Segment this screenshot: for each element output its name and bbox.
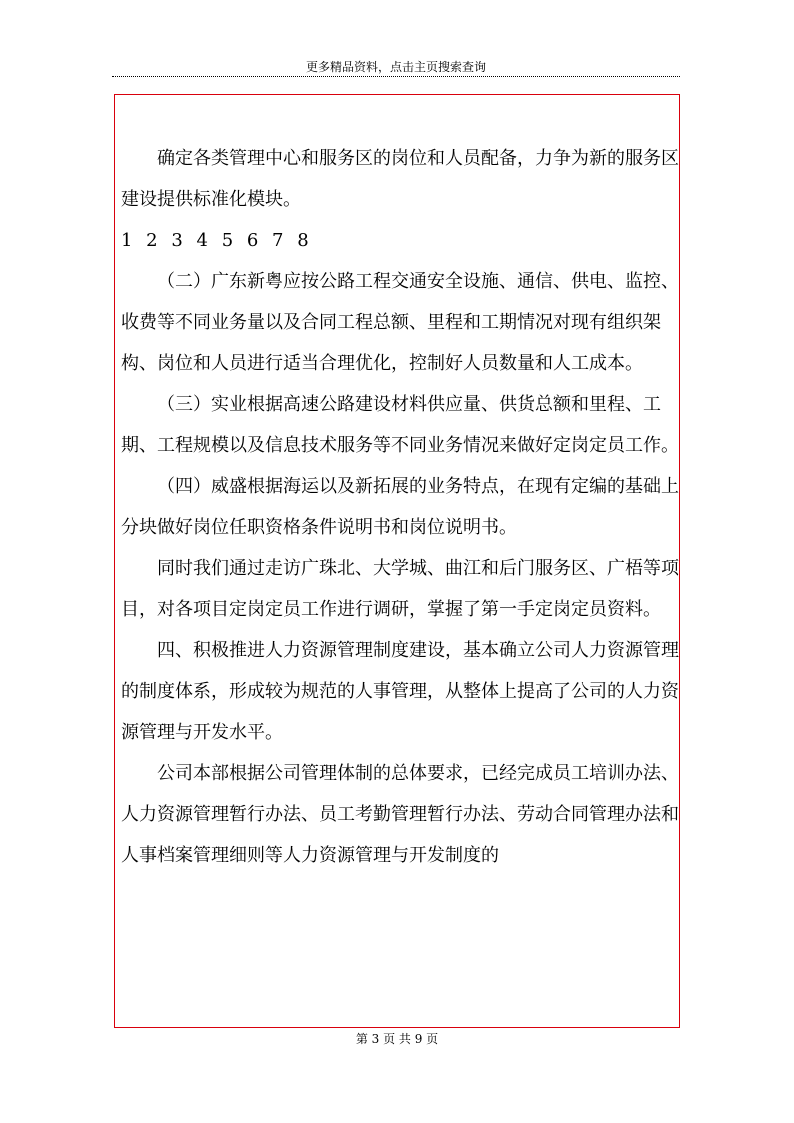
paragraph-8: 公司本部根据公司管理体制的总体要求，已经完成员工培训办法、人力资源管理暂行办法、员工考勤管理暂行办法、劳动合同管理办法和人事档案管理细则等人力资源管理与开发制度的 — [121, 763, 679, 866]
paragraph-4: （三）实业根据高速公路建设材料供应量、供货总额和里程、工期、工程规模以及信息技术服务等不同业务情况来做好定岗定员工作。 — [121, 394, 679, 456]
page-footer: 第 3 页 共 9 页 — [355, 1032, 439, 1046]
document-body — [121, 138, 681, 876]
paragraph-1: 确定各类管理中心和服务区的岗位和人员配备，力争为新的服务区建设提供标准化模块。 — [121, 148, 679, 210]
paragraph-6: 同时我们通过走访广珠北、大学城、曲江和后门服务区、广梧等项目，对各项目定岗定员工作进行调研，掌握了第一手定岗定员资料。 — [121, 558, 679, 620]
paragraph-7: 四、积极推进人力资源管理制度建设，基本确立公司人力资源管理的制度体系，形成较为规范的人事管理，从整体上提高了公司的人力资源管理与开发水平。 — [121, 640, 679, 743]
page-header — [112, 58, 680, 77]
header-text: 更多精品资料，点击主页搜索查询 — [303, 60, 489, 74]
paragraph-2: 1 2 3 4 5 6 7 8 — [121, 230, 313, 251]
paragraph-3: （二）广东新粤应按公路工程交通安全设施、通信、供电、监控、收费等不同业务量以及合同工程总额、里程和工期情况对现有组织架构、岗位和人员进行适当合理优化，控制好人员数量和人工成本。 — [121, 271, 679, 374]
paragraph-5: （四）威盛根据海运以及新拓展的业务特点，在现有定编的基础上分块做好岗位任职资格条件说明书和岗位说明书。 — [121, 476, 679, 538]
